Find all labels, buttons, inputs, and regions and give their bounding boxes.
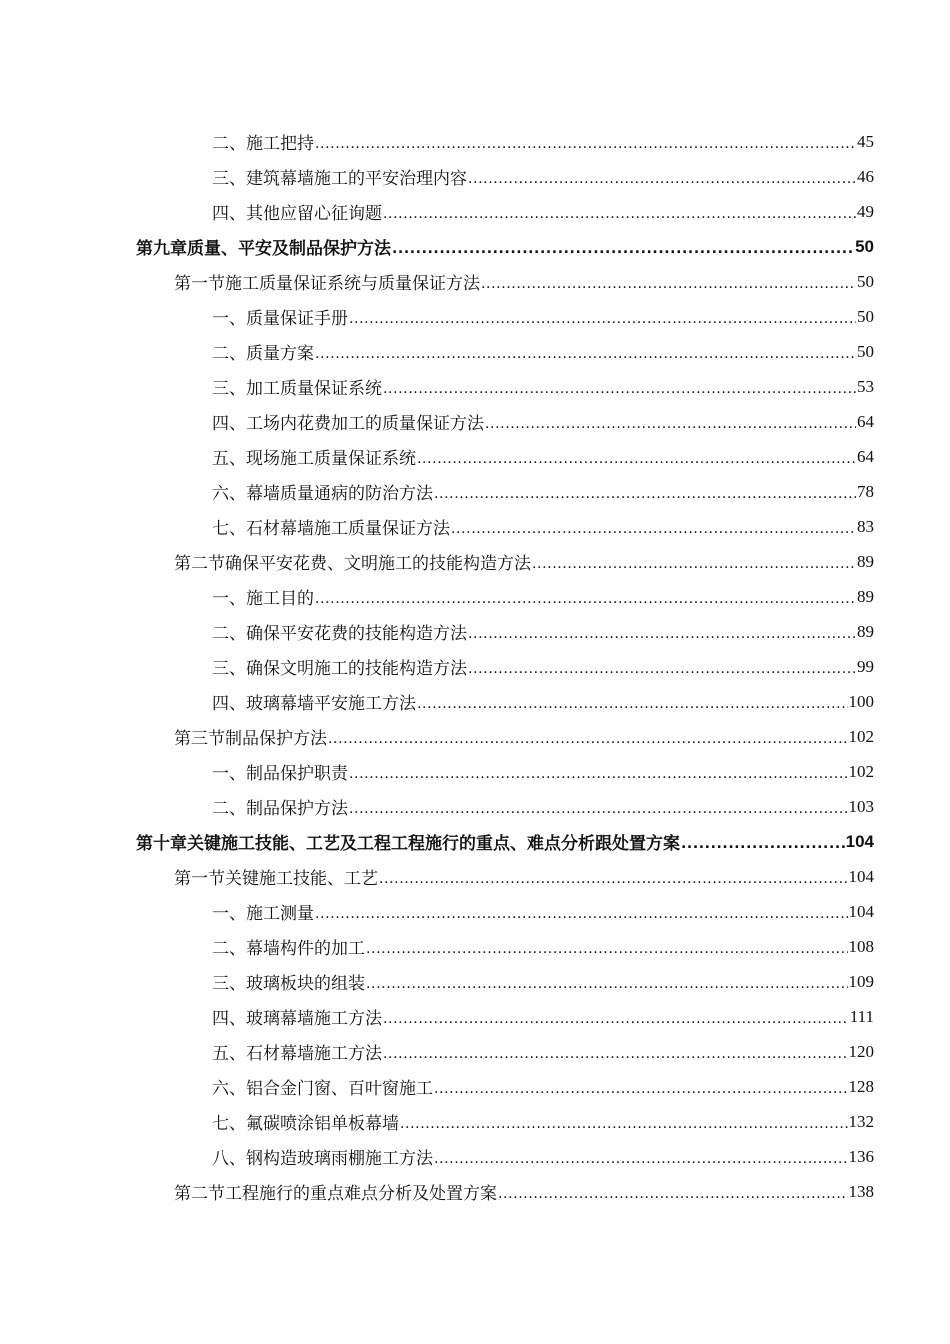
toc-entry-label: 二、施工把持 — [212, 134, 314, 154]
toc-entry-page: 109 — [848, 971, 874, 991]
toc-entry-page: 104 — [845, 831, 874, 851]
toc-entry-page: 46 — [857, 166, 874, 186]
toc-entry[interactable] — [212, 124, 874, 159]
toc-entry-page: 89 — [857, 551, 874, 571]
toc-entry-page: 102 — [848, 726, 874, 746]
toc-entry-page: 136 — [848, 1146, 874, 1166]
toc-leader-dots — [434, 1077, 848, 1096]
toc-entry-page: 132 — [848, 1111, 874, 1131]
toc-entry-label: 六、铝合金门窗、百叶窗施工 — [212, 1079, 433, 1099]
toc-entry[interactable] — [212, 684, 874, 719]
table-of-contents — [0, 124, 950, 1209]
toc-entry-page: 83 — [857, 516, 874, 536]
toc-entry-page: 53 — [857, 376, 874, 396]
toc-entry-page: 89 — [857, 621, 874, 641]
toc-section-entry[interactable] — [174, 264, 874, 299]
toc-leader-dots — [498, 1182, 848, 1201]
toc-entry-label: 三、建筑幕墙施工的平安治理内容 — [212, 169, 467, 189]
toc-entry-label: 第二节工程施行的重点难点分析及处置方案 — [174, 1184, 497, 1204]
toc-entry-label: 一、制品保护职责 — [212, 764, 348, 784]
toc-entry[interactable] — [212, 789, 874, 824]
toc-entry-label: 第九章质量、平安及制品保护方法 — [136, 239, 391, 259]
toc-entry-label: 第一节施工质量保证系统与质量保证方法 — [174, 274, 480, 294]
toc-entry[interactable] — [212, 649, 874, 684]
toc-entry[interactable] — [212, 439, 874, 474]
toc-entry-label: 二、确保平安花费的技能构造方法 — [212, 624, 467, 644]
toc-leader-dots — [468, 167, 856, 186]
toc-entry-label: 第十章关键施工技能、工艺及工程工程施行的重点、难点分析跟处置方案 — [136, 834, 680, 854]
toc-entry[interactable] — [212, 404, 874, 439]
toc-entry-label: 三、加工质量保证系统 — [212, 379, 382, 399]
toc-entry-page: 120 — [848, 1041, 874, 1061]
toc-leader-dots — [485, 412, 856, 431]
toc-chapter-entry[interactable] — [136, 824, 874, 859]
toc-entry-label: 一、施工目的 — [212, 589, 314, 609]
toc-leader-dots — [434, 1147, 848, 1166]
toc-entry-page: 78 — [857, 481, 874, 501]
toc-entry-page: 45 — [857, 131, 874, 151]
toc-entry-label: 四、玻璃幕墙平安施工方法 — [212, 694, 416, 714]
toc-entry[interactable] — [212, 159, 874, 194]
toc-section-entry[interactable] — [174, 859, 874, 894]
toc-entry-page: 138 — [848, 1181, 874, 1201]
toc-leader-dots — [681, 832, 845, 851]
toc-leader-dots — [315, 902, 848, 921]
toc-leader-dots — [315, 587, 856, 606]
toc-leader-dots — [468, 657, 856, 676]
toc-entry-label: 第二节确保平安花费、文明施工的技能构造方法 — [174, 554, 531, 574]
toc-entry[interactable] — [212, 334, 874, 369]
toc-leader-dots — [383, 1007, 849, 1026]
toc-entry-label: 一、施工测量 — [212, 904, 314, 924]
toc-entry-label: 七、氟碳喷涂铝单板幕墙 — [212, 1114, 399, 1134]
toc-entry[interactable] — [212, 509, 874, 544]
toc-entry-label: 四、玻璃幕墙施工方法 — [212, 1009, 382, 1029]
toc-entry-page: 104 — [848, 866, 874, 886]
toc-entry-page: 108 — [848, 936, 874, 956]
toc-entry[interactable] — [212, 614, 874, 649]
toc-entry[interactable] — [212, 474, 874, 509]
toc-entry-label: 第三节制品保护方法 — [174, 729, 327, 749]
toc-entry[interactable] — [212, 299, 874, 334]
toc-leader-dots — [379, 867, 848, 886]
toc-entry-label: 五、石材幕墙施工方法 — [212, 1044, 382, 1064]
toc-leader-dots — [383, 1042, 848, 1061]
toc-entry-page: 50 — [857, 271, 874, 291]
toc-leader-dots — [392, 237, 854, 256]
toc-leader-dots — [349, 797, 848, 816]
toc-entry-label: 三、确保文明施工的技能构造方法 — [212, 659, 467, 679]
toc-entry-page: 50 — [857, 341, 874, 361]
toc-entry-page: 102 — [848, 761, 874, 781]
toc-entry-label: 四、工场内花费加工的质量保证方法 — [212, 414, 484, 434]
toc-entry-page: 89 — [857, 586, 874, 606]
toc-leader-dots — [349, 762, 848, 781]
toc-entry-label: 二、幕墙构件的加工 — [212, 939, 365, 959]
toc-entry-label: 七、石材幕墙施工质量保证方法 — [212, 519, 450, 539]
toc-entry-page: 111 — [849, 1006, 874, 1026]
toc-leader-dots — [383, 377, 856, 396]
toc-leader-dots — [417, 692, 848, 711]
toc-entry[interactable] — [212, 1104, 874, 1139]
toc-entry-page: 99 — [857, 656, 874, 676]
toc-entry-page: 128 — [848, 1076, 874, 1096]
toc-entry-page: 50 — [857, 306, 874, 326]
toc-entry[interactable] — [212, 194, 874, 229]
toc-entry-label: 二、质量方案 — [212, 344, 314, 364]
toc-entry-label: 四、其他应留心征询题 — [212, 204, 382, 224]
toc-entry[interactable] — [212, 929, 874, 964]
toc-entry[interactable] — [212, 894, 874, 929]
toc-entry-page: 64 — [857, 446, 874, 466]
toc-leader-dots — [417, 447, 856, 466]
toc-leader-dots — [468, 622, 856, 641]
toc-entry[interactable] — [212, 579, 874, 614]
toc-leader-dots — [532, 552, 856, 571]
toc-entry-page: 103 — [848, 796, 874, 816]
toc-leader-dots — [481, 272, 856, 291]
toc-entry-label: 五、现场施工质量保证系统 — [212, 449, 416, 469]
toc-entry-label: 一、质量保证手册 — [212, 309, 348, 329]
toc-leader-dots — [315, 342, 856, 361]
toc-entry-page: 49 — [857, 201, 874, 221]
toc-entry[interactable] — [212, 1139, 874, 1174]
toc-entry-page: 50 — [855, 236, 874, 256]
toc-leader-dots — [383, 202, 856, 221]
toc-leader-dots — [451, 517, 856, 536]
toc-chapter-entry[interactable] — [136, 229, 874, 264]
toc-entry-label: 第一节关键施工技能、工艺 — [174, 869, 378, 889]
toc-entry[interactable] — [212, 754, 874, 789]
toc-leader-dots — [366, 937, 848, 956]
toc-leader-dots — [434, 482, 856, 501]
toc-entry-label: 六、幕墙质量通病的防治方法 — [212, 484, 433, 504]
toc-entry-label: 二、制品保护方法 — [212, 799, 348, 819]
toc-leader-dots — [400, 1112, 848, 1131]
toc-leader-dots — [366, 972, 848, 991]
toc-entry[interactable] — [212, 1069, 874, 1104]
toc-entry[interactable] — [212, 964, 874, 999]
toc-entry-label: 八、钢构造玻璃雨棚施工方法 — [212, 1149, 433, 1169]
toc-entry[interactable] — [212, 369, 874, 404]
toc-section-entry[interactable] — [174, 1174, 874, 1209]
toc-entry-label: 三、玻璃板块的组装 — [212, 974, 365, 994]
toc-section-entry[interactable] — [174, 719, 874, 754]
toc-section-entry[interactable] — [174, 544, 874, 579]
toc-entry-page: 64 — [857, 411, 874, 431]
toc-leader-dots — [349, 307, 856, 326]
toc-leader-dots — [315, 132, 856, 151]
toc-entry-page: 104 — [848, 901, 874, 921]
toc-entry-page: 100 — [848, 691, 874, 711]
toc-leader-dots — [328, 727, 848, 746]
toc-entry[interactable] — [212, 999, 874, 1034]
toc-entry[interactable] — [212, 1034, 874, 1069]
